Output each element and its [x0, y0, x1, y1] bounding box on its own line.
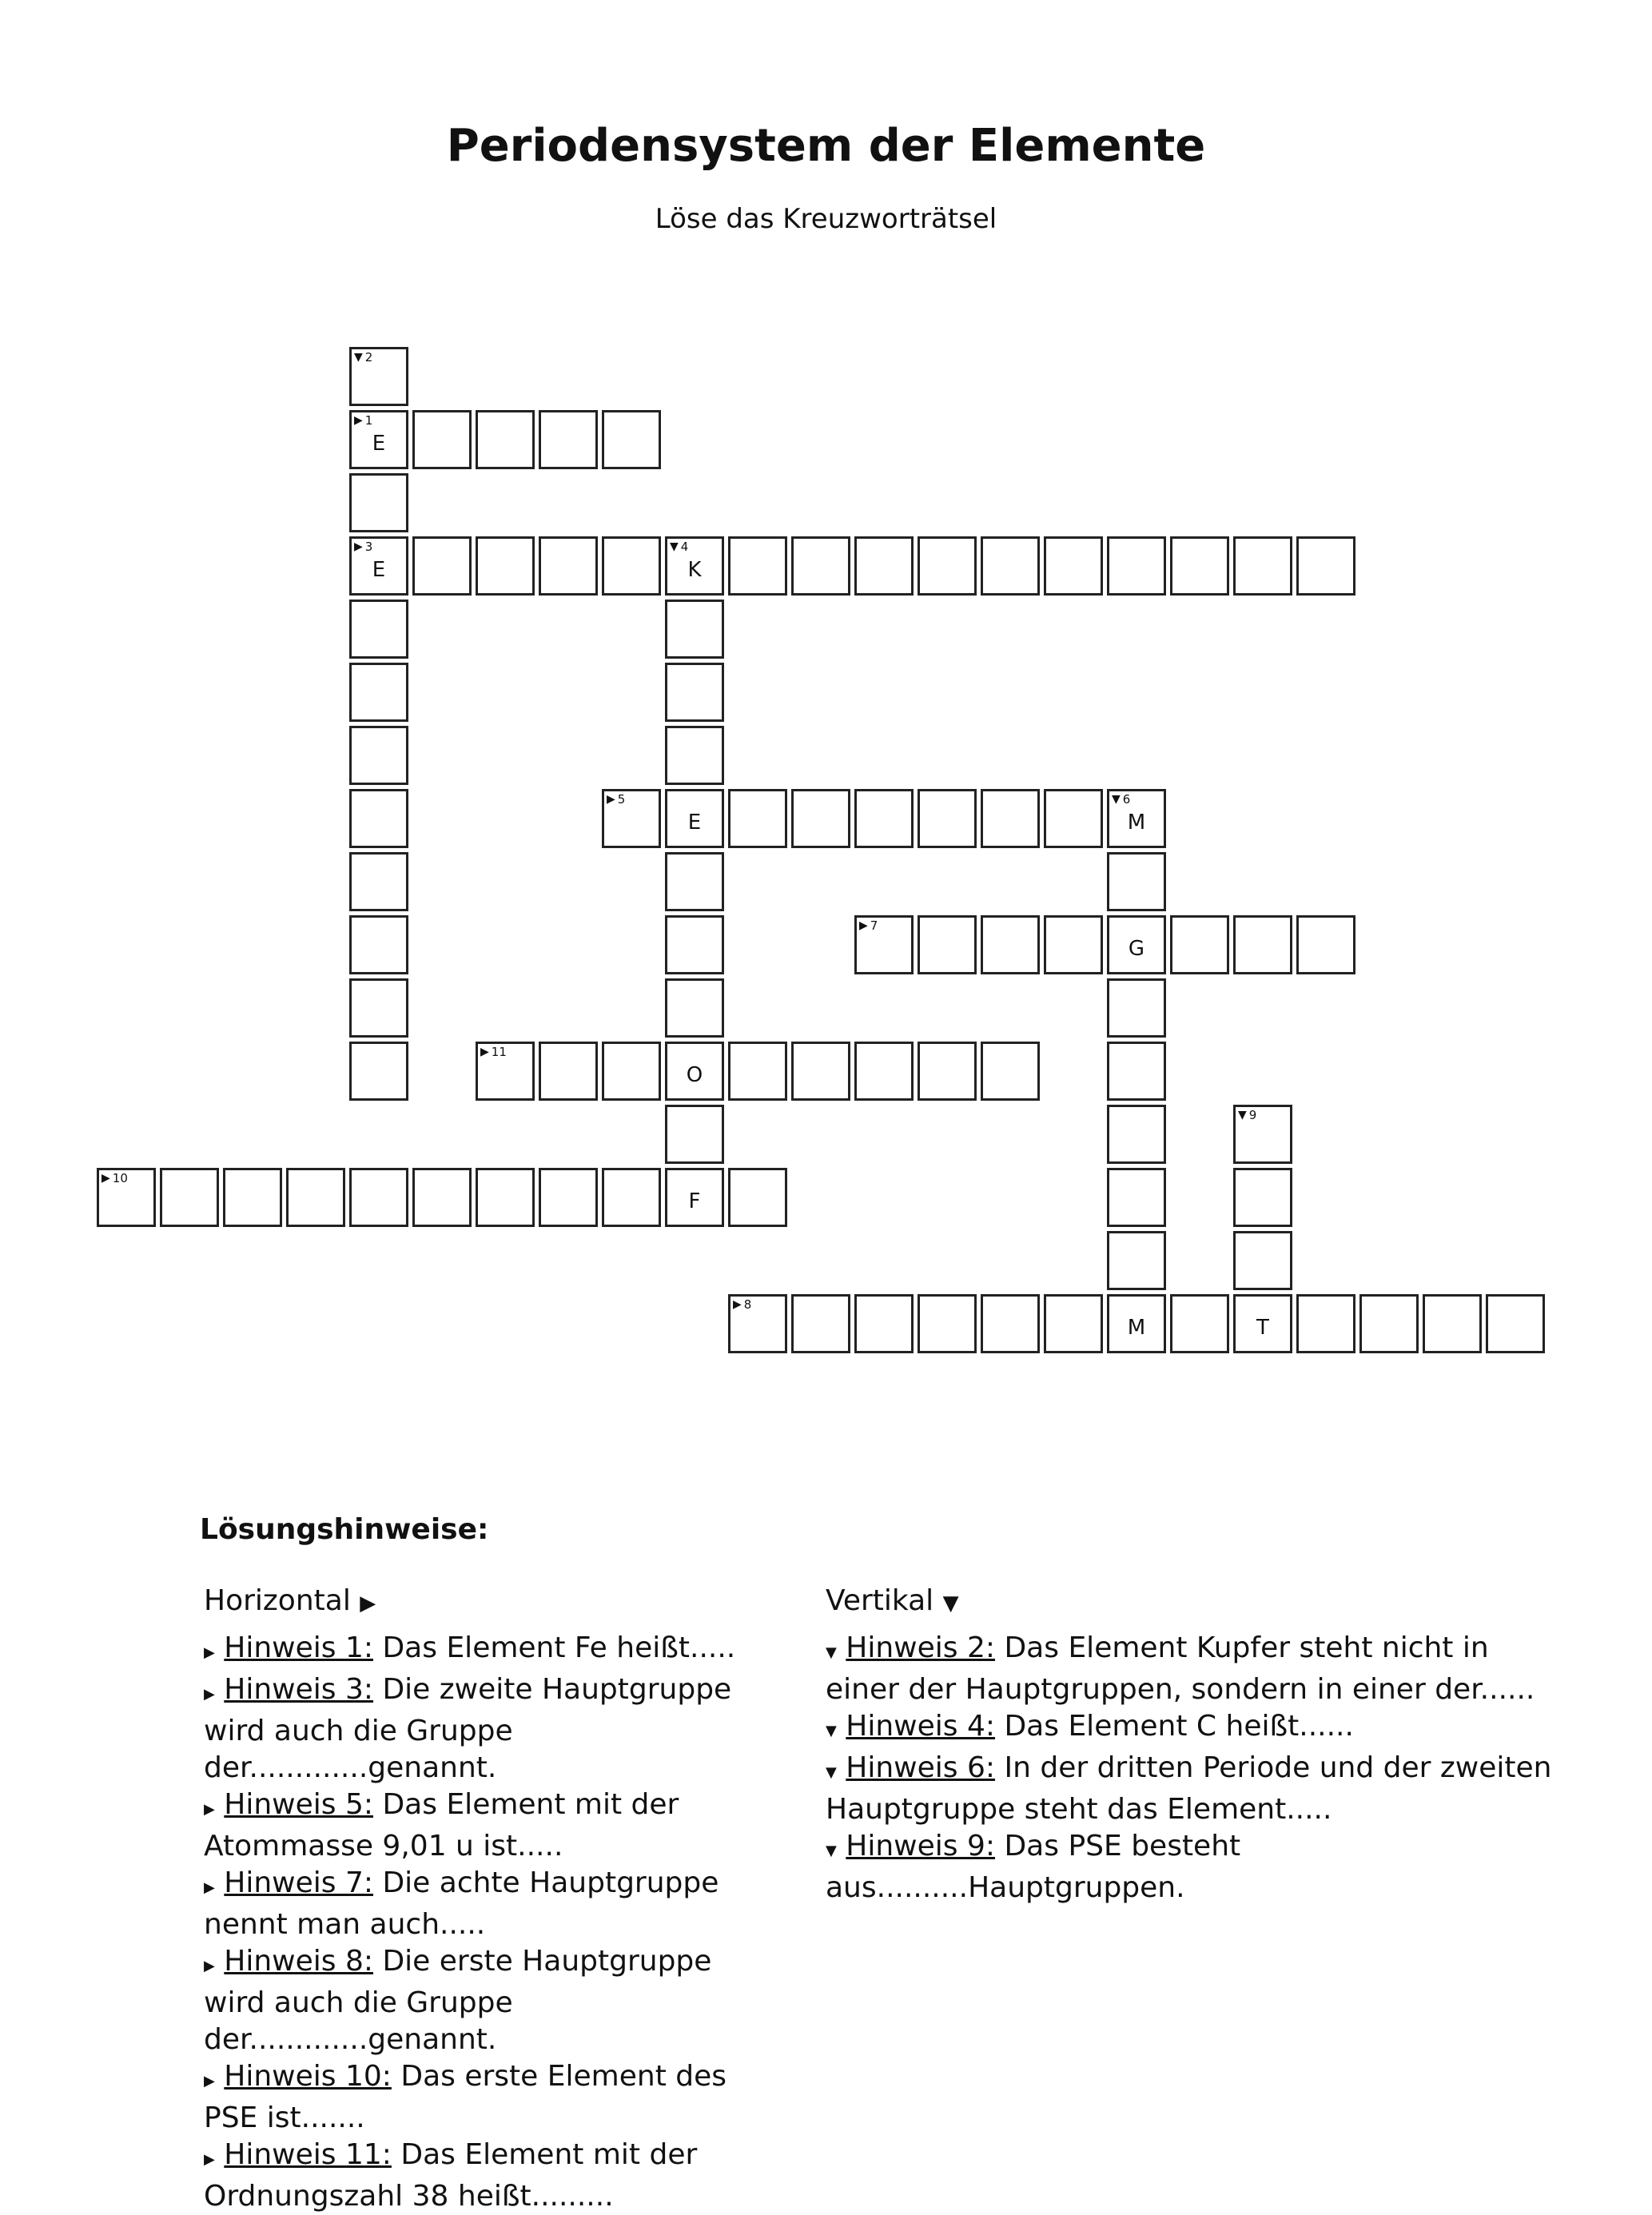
cell-letter: O: [686, 1063, 703, 1087]
hint-text: Das Element mit der Atommasse 9,01 u ist.....: [204, 1788, 679, 1862]
arrow-right-icon: ▶: [204, 1879, 215, 1896]
arrow-right-icon: ▶: [480, 1046, 489, 1058]
crossword-cell[interactable]: [1107, 1231, 1166, 1290]
hint-text: Die zweite Hauptgruppe wird auch die Gruppe der.............genannt.: [204, 1673, 732, 1784]
arrow-down-icon: ▼: [1112, 793, 1121, 806]
hints-vertical-column: [826, 1583, 1561, 1906]
hint-text: Das Element mit der Ordnungszahl 38 heißt.........: [204, 2138, 698, 2213]
hint-text: Das PSE besteht aus..........Hauptgruppen.: [826, 1830, 1241, 1904]
crossword-cell[interactable]: [1296, 915, 1355, 974]
crossword-cell[interactable]: [539, 1168, 598, 1227]
hint-item: [826, 1630, 1561, 1708]
crossword-cell[interactable]: [918, 789, 977, 848]
cell-letter: G: [1128, 937, 1145, 961]
clue-number-text: 8: [743, 1297, 752, 1312]
cell-letter: E: [687, 811, 702, 835]
arrow-right-icon: ▶: [204, 2151, 215, 2168]
arrow-right-icon: ▶: [607, 793, 615, 806]
crossword-cell[interactable]: [854, 1042, 914, 1101]
clue-number: [480, 1045, 507, 1059]
hint-text: Die achte Hauptgruppe nennt man auch.....: [204, 1866, 719, 1941]
hint-item: [204, 2137, 779, 2215]
clue-number: [102, 1171, 128, 1185]
clue-number: [354, 413, 372, 428]
crossword-cell[interactable]: [223, 1168, 282, 1227]
crossword-cell[interactable]: [665, 1168, 724, 1227]
hint-label: Hinweis 7:: [224, 1866, 374, 1899]
cell-letter: T: [1256, 1316, 1269, 1340]
page-subtitle: Löse das Kreuzworträtsel: [655, 203, 997, 235]
hint-item: [204, 1787, 779, 1865]
hints-horizontal-list: [204, 1630, 779, 2215]
crossword-cell[interactable]: [539, 1042, 598, 1101]
arrow-right-icon: ▶: [354, 414, 363, 427]
clue-number-text: 2: [364, 350, 373, 365]
clue-number-text: 6: [1122, 792, 1131, 807]
crossword-cell[interactable]: [602, 536, 661, 596]
hints-horizontal-title-text: Horizontal: [204, 1584, 351, 1617]
page-title: Periodensystem der Elemente: [446, 120, 1206, 172]
crossword-cell[interactable]: [1107, 789, 1166, 848]
crossword-cell[interactable]: [854, 915, 914, 974]
crossword-cell[interactable]: [1233, 1231, 1292, 1290]
crossword-cell[interactable]: [349, 600, 408, 659]
arrow-right-icon: ▶: [204, 1958, 215, 1974]
crossword-cell[interactable]: [412, 536, 472, 596]
crossword-cell[interactable]: [476, 410, 535, 469]
arrow-right-icon: ▶: [204, 2073, 215, 2090]
crossword-cell[interactable]: [349, 536, 408, 596]
hint-label: Hinweis 11:: [224, 2138, 392, 2171]
clue-number-text: 4: [680, 540, 689, 554]
crossword-cell[interactable]: [602, 410, 661, 469]
crossword-cell[interactable]: [1296, 1294, 1355, 1353]
arrow-right-icon: ▶: [360, 1592, 376, 1615]
hints-vertical-list: [826, 1630, 1561, 1906]
crossword-cell[interactable]: [728, 1294, 787, 1353]
crossword-cell[interactable]: [791, 1042, 850, 1101]
hints-heading: Lösungshinweise:: [200, 1513, 489, 1546]
clue-number-text: 1: [364, 413, 373, 428]
hint-text: In der dritten Periode und der zweiten Hauptgruppe steht das Element.....: [826, 1751, 1552, 1826]
crossword-cell[interactable]: [476, 536, 535, 596]
crossword-cell[interactable]: [665, 915, 724, 974]
arrow-right-icon: ▶: [102, 1172, 110, 1185]
cell-letter: K: [687, 558, 702, 582]
crossword-cell[interactable]: [1233, 1168, 1292, 1227]
crossword-cell[interactable]: [1107, 1294, 1166, 1353]
crossword-cell[interactable]: [918, 915, 977, 974]
hint-text: Das Element Kupfer steht nicht in einer der Hauptgruppen, sondern in einer der......: [826, 1631, 1535, 1706]
crossword-cell[interactable]: [349, 789, 408, 848]
clue-number-text: 11: [491, 1045, 507, 1059]
cell-letter: E: [372, 558, 386, 582]
crossword-cell[interactable]: [791, 536, 850, 596]
arrow-right-icon: ▶: [354, 540, 363, 553]
hint-label: Hinweis 2:: [846, 1631, 996, 1664]
crossword-cell[interactable]: [981, 536, 1040, 596]
crossword-cell[interactable]: [1044, 789, 1103, 848]
crossword-cell[interactable]: [349, 915, 408, 974]
crossword-cell[interactable]: [1044, 536, 1103, 596]
crossword-cell[interactable]: [1233, 915, 1292, 974]
hint-item: [204, 1943, 779, 2058]
crossword-cell[interactable]: [1233, 1105, 1292, 1164]
arrow-right-icon: ▶: [204, 1686, 215, 1703]
crossword-cell[interactable]: [665, 726, 724, 785]
hint-label: Hinweis 6:: [846, 1751, 996, 1784]
hint-label: Hinweis 9:: [846, 1830, 996, 1862]
crossword-cell[interactable]: [1170, 915, 1229, 974]
crossword-cell[interactable]: [665, 663, 724, 722]
hint-item: [204, 1671, 779, 1787]
crossword-cell[interactable]: [1044, 1294, 1103, 1353]
clue-number: [607, 792, 625, 807]
crossword-cell[interactable]: [918, 1042, 977, 1101]
clue-number-text: 7: [870, 918, 878, 933]
hint-text: Das erste Element des PSE ist.......: [204, 2060, 727, 2134]
crossword-cell[interactable]: [539, 536, 598, 596]
crossword-cell[interactable]: [539, 410, 598, 469]
hint-label: Hinweis 5:: [224, 1788, 374, 1821]
clue-number-text: 5: [617, 792, 626, 807]
arrow-down-icon: ▼: [670, 540, 679, 553]
crossword-cell[interactable]: [1486, 1294, 1545, 1353]
crossword-cell[interactable]: [349, 726, 408, 785]
crossword-cell[interactable]: [665, 536, 724, 596]
crossword-cell[interactable]: [1107, 852, 1166, 911]
crossword-cell[interactable]: [1170, 1294, 1229, 1353]
crossword-cell[interactable]: [349, 1168, 408, 1227]
crossword-cell[interactable]: [981, 1042, 1040, 1101]
crossword-cell[interactable]: [349, 473, 408, 532]
clue-number: [354, 350, 372, 365]
crossword-cell[interactable]: [160, 1168, 219, 1227]
crossword-cell[interactable]: [412, 410, 472, 469]
crossword-cell[interactable]: [728, 536, 787, 596]
crossword-cell[interactable]: [665, 600, 724, 659]
crossword-cell[interactable]: [1423, 1294, 1482, 1353]
crossword-cell[interactable]: [791, 789, 850, 848]
clue-number-text: 3: [364, 540, 373, 554]
crossword-cell[interactable]: [791, 1294, 850, 1353]
hint-label: Hinweis 3:: [224, 1673, 374, 1706]
hint-label: Hinweis 1:: [224, 1631, 374, 1664]
crossword-cell[interactable]: [854, 789, 914, 848]
crossword-cell[interactable]: [981, 1294, 1040, 1353]
hint-label: Hinweis 10:: [224, 2060, 392, 2093]
hint-text: Das Element Fe heißt.....: [373, 1631, 736, 1664]
crossword-cell[interactable]: [981, 915, 1040, 974]
cell-letter: M: [1127, 1316, 1146, 1340]
crossword-cell[interactable]: [412, 1168, 472, 1227]
crossword-cell[interactable]: [1107, 915, 1166, 974]
crossword-cell[interactable]: [349, 978, 408, 1038]
clue-number: [859, 918, 878, 933]
hint-text: Die erste Hauptgruppe wird auch die Gruppe der.............genannt.: [204, 1945, 712, 2056]
clue-number-text: 10: [112, 1171, 128, 1185]
crossword-cell[interactable]: [918, 1294, 977, 1353]
crossword-cell[interactable]: [476, 1042, 535, 1101]
crossword-cell[interactable]: [1233, 1294, 1292, 1353]
crossword-cell[interactable]: [918, 536, 977, 596]
crossword-cell[interactable]: [665, 1042, 724, 1101]
clue-number-text: 9: [1248, 1108, 1257, 1122]
crossword-cell[interactable]: [981, 789, 1040, 848]
arrow-down-icon: ▼: [826, 1764, 837, 1781]
crossword-cell[interactable]: [854, 536, 914, 596]
cell-letter: F: [688, 1189, 701, 1213]
crossword-cell[interactable]: [602, 1042, 661, 1101]
hint-label: Hinweis 8:: [224, 1945, 374, 1978]
hint-item: [204, 2058, 779, 2137]
crossword-cell[interactable]: [854, 1294, 914, 1353]
arrow-right-icon: ▶: [204, 1801, 215, 1818]
crossword-cell[interactable]: [728, 789, 787, 848]
crossword-cell[interactable]: [728, 1168, 787, 1227]
hints-vertical-title-text: Vertikal: [826, 1584, 934, 1617]
crossword-cell[interactable]: [665, 789, 724, 848]
arrow-down-icon: ▼: [1238, 1109, 1247, 1121]
clue-number: [1112, 792, 1130, 807]
arrow-down-icon: ▼: [826, 1644, 837, 1661]
cell-letter: M: [1127, 811, 1146, 835]
crossword-cell[interactable]: [349, 347, 408, 406]
clue-number: [670, 540, 688, 554]
crossword-cell[interactable]: [286, 1168, 345, 1227]
arrow-right-icon: ▶: [859, 919, 868, 932]
hints-horizontal-title: [204, 1583, 779, 1622]
hint-text: Das Element C heißt......: [995, 1710, 1354, 1743]
crossword-cell[interactable]: [1170, 536, 1229, 596]
crossword-cell[interactable]: [665, 978, 724, 1038]
hint-item: [826, 1828, 1561, 1906]
crossword-cell[interactable]: [1233, 536, 1292, 596]
arrow-down-icon: ▼: [826, 1723, 837, 1739]
crossword-cell[interactable]: [1107, 1168, 1166, 1227]
hint-item: [826, 1708, 1561, 1750]
hints-horizontal-column: [204, 1583, 779, 2215]
arrow-down-icon: ▼: [942, 1592, 959, 1615]
hints-vertical-title: [826, 1583, 1561, 1622]
crossword-cell[interactable]: [1107, 978, 1166, 1038]
crossword-cell[interactable]: [476, 1168, 535, 1227]
hint-item: [204, 1630, 779, 1671]
clue-number: [733, 1297, 751, 1312]
crossword-cell[interactable]: [97, 1168, 156, 1227]
clue-number: [354, 540, 372, 554]
crossword-cell[interactable]: [1107, 536, 1166, 596]
crossword-cell[interactable]: [665, 1105, 724, 1164]
arrow-right-icon: ▶: [204, 1644, 215, 1661]
arrow-right-icon: ▶: [733, 1298, 742, 1311]
crossword-cell[interactable]: [1044, 915, 1103, 974]
crossword-cell[interactable]: [349, 1042, 408, 1101]
crossword-cell[interactable]: [349, 410, 408, 469]
crossword-cell[interactable]: [1359, 1294, 1419, 1353]
crossword-cell[interactable]: [349, 663, 408, 722]
clue-number: [1238, 1108, 1256, 1122]
crossword-cell[interactable]: [1107, 1042, 1166, 1101]
crossword-cell[interactable]: [665, 852, 724, 911]
arrow-down-icon: ▼: [354, 351, 363, 364]
hint-label: Hinweis 4:: [846, 1710, 996, 1743]
crossword-cell[interactable]: [602, 1168, 661, 1227]
crossword-cell[interactable]: [728, 1042, 787, 1101]
cell-letter: E: [372, 432, 386, 456]
hint-item: [826, 1750, 1561, 1828]
arrow-down-icon: ▼: [826, 1843, 837, 1859]
crossword-cell[interactable]: [602, 789, 661, 848]
crossword-cell[interactable]: [1107, 1105, 1166, 1164]
hint-item: [204, 1865, 779, 1943]
crossword-cell[interactable]: [349, 852, 408, 911]
crossword-cell[interactable]: [1296, 536, 1355, 596]
